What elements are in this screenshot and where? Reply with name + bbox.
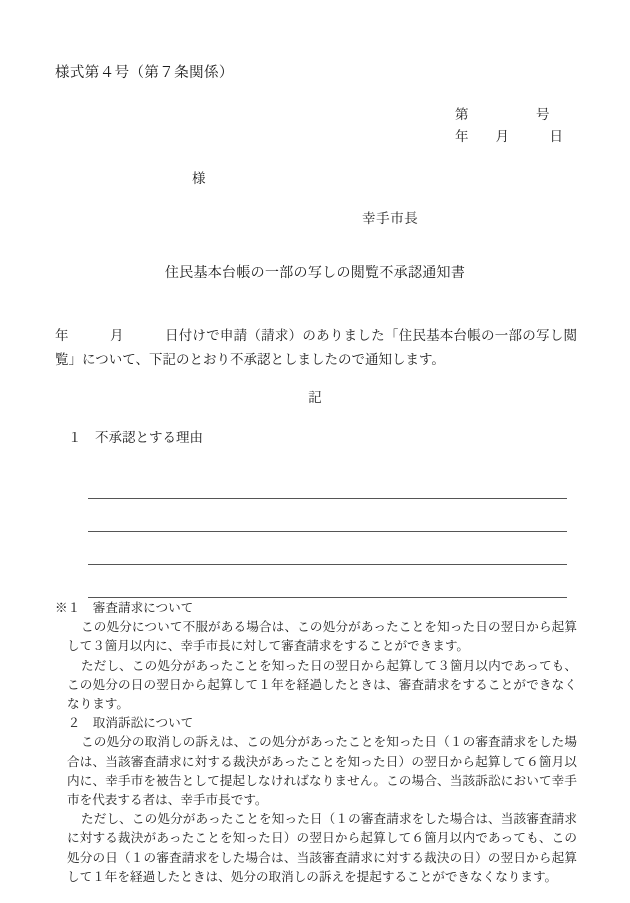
ki-marker: 記	[308, 390, 322, 405]
footnotes-section	[55, 599, 577, 887]
footnote-block	[55, 714, 577, 887]
footnote-block	[55, 599, 577, 714]
footnote-heading: ２ 取消訴訟について	[55, 716, 194, 731]
form-number-heading: 様式第４号（第７条関係）	[55, 65, 234, 81]
body-paragraph	[55, 324, 577, 372]
rule-line	[88, 466, 567, 499]
issuer-name: 幸手市長	[362, 211, 419, 226]
footnote-paragraph: この処分の取消しの訴えは、この処分があったことを知った日（１の審査請求をした場合は、当該審査請求に対する裁決があったことを知った日）の翌日から起算して６箇月以内に、幸手市を被告として提起しなければなりません。この場合、当該訴訟において幸手市を代表する者は、幸手市長です。	[67, 735, 577, 808]
reason-write-in-lines	[88, 466, 567, 598]
footnote-paragraph: ただし、この処分があったことを知った日の翌日から起算して３箇月以内であっても、この処分の日の翌日から起算して１年を経過したときは、審査請求をすることができなくなります。	[67, 658, 577, 712]
body-main-text: （請求）のありました「住民基本台帳の一部の写し閲覧」について、下記のとおり不承認としましたので通知します。	[55, 328, 578, 367]
addressee-honorific: 様	[192, 171, 206, 186]
document-title: 住民基本台帳の一部の写しの閲覧不承認通知書	[164, 266, 466, 281]
document-number-field: 第 号	[455, 107, 550, 122]
rule-line	[88, 565, 567, 598]
footnote-paragraph: ただし、この処分があったことを知った日（１の審査請求をした場合は、当該審査請求に対する裁決があったことを知った日）の翌日から起算して６箇月以内であっても、この処分の日（１の審査請求をした場合は、当該審査請求に対する裁決の日）の翌日から起算して１年を経過したときは、処分の取消しの訴えを提起することができなくなります。	[67, 812, 577, 884]
footnote-paragraph: この処分について不服がある場合は、この処分があったことを知った日の翌日から起算して３箇月以内に、幸手市長に対して審査請求をすることができます。	[67, 620, 577, 654]
body-date-placeholder: 年 月 日付けで申請	[55, 328, 248, 343]
document-date-field: 年 月 日	[455, 129, 563, 144]
footnote-heading: ※１ 審査請求について	[55, 601, 194, 615]
reason-section-heading: １ 不承認とする理由	[68, 430, 203, 445]
rule-line	[88, 532, 567, 565]
document-meta-block	[455, 104, 563, 148]
rule-line	[88, 499, 567, 532]
